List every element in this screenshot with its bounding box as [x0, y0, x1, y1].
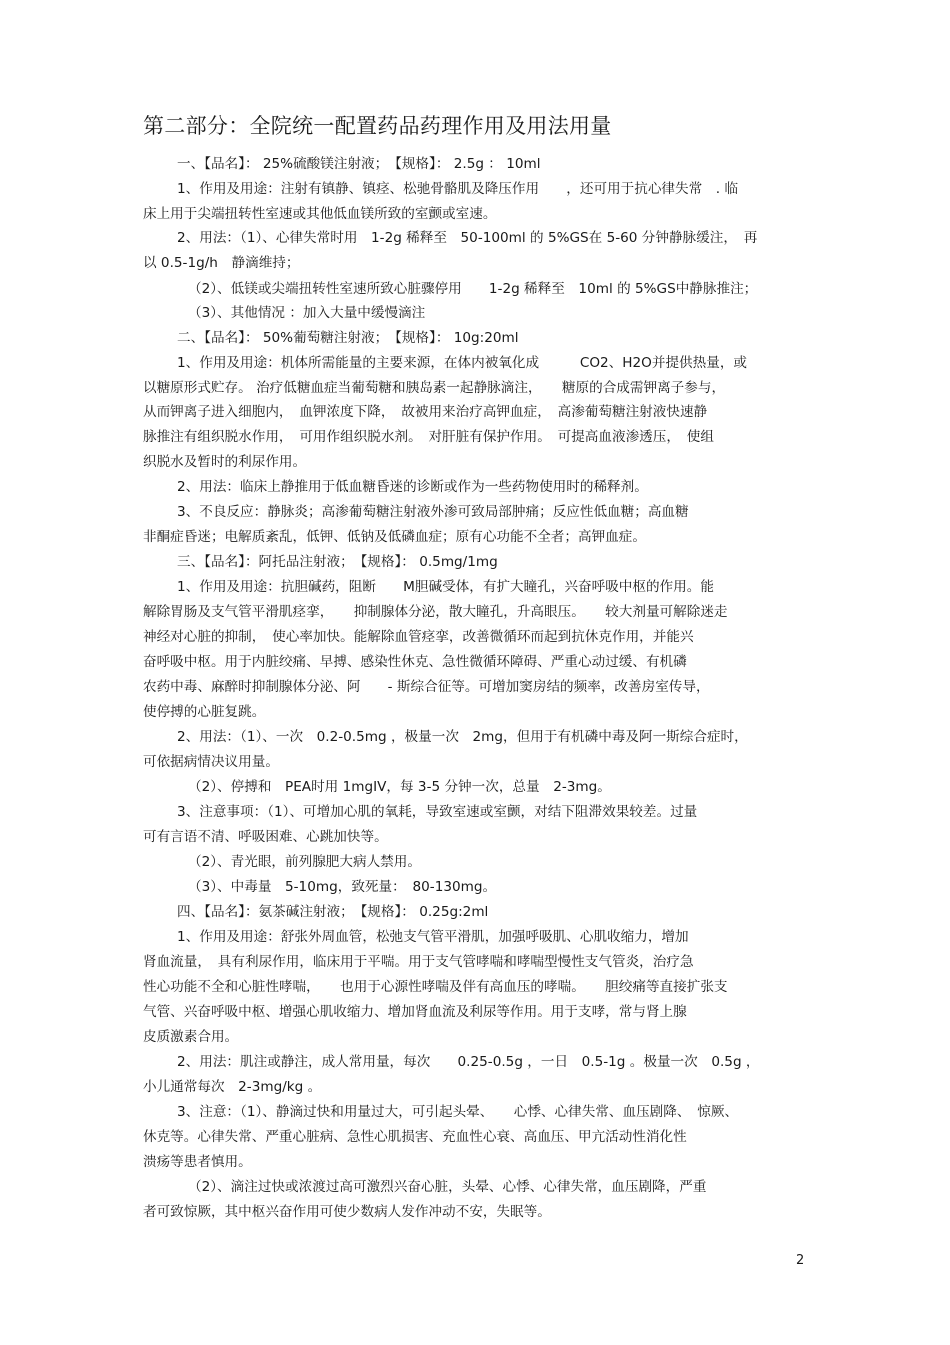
text-line: 以 0.5-1g/h 静滴维持；	[143, 255, 300, 271]
text-line: （2）、青光眼，前列腺肥大病人禁用。	[188, 854, 421, 870]
text-line: 性心功能不全和心脏性哮喘， 也用于心源性哮喘及伴有高血压的哮喘。 胆绞痛等直接扩张支	[143, 979, 728, 995]
text-line: （2）、停搏和 PEA时用 1mgIV，每 3-5 分钟一次，总量 2-3mg。	[188, 779, 611, 795]
text-line: （2）、低镁或尖端扭转性室速所致心脏骤停用 1-2g 稀释至 10ml 的 5%GS中静脉推注；	[188, 281, 758, 297]
text-line: 床上用于尖端扭转性室速或其他低血镁所致的室颤或室速。	[143, 206, 497, 222]
text-line: 者可致惊厥，其中枢兴奋作用可使少数病人发作冲动不安，失眠等。	[143, 1204, 551, 1220]
text-line: 可有言语不清、呼吸困难、心跳加快等。	[143, 829, 388, 845]
text-line: 溃疡等患者慎用。	[143, 1154, 252, 1170]
page-number: 2	[796, 1253, 805, 1268]
text-line: 1、作用及用途：机体所需能量的主要来源，在体内被氧化成 CO2、H2O并提供热量，或	[177, 355, 748, 371]
text-line: 奋呼吸中枢。用于内脏绞痛、早搏、感染性休克、急性微循环障碍、严重心动过缓、有机磷	[143, 654, 687, 670]
text-line: 非酮症昏迷；电解质紊乱，低钾、低钠及低磷血症；原有心功能不全者；高钾血症。	[143, 529, 646, 545]
text-line: （2）、滴注过快或浓渡过高可激烈兴奋心脏，头晕、心悸、心律失常，血压剧降，严重	[188, 1179, 707, 1195]
text-line: 2、用法：（1）、一次 0.2-0.5mg ，极量一次 2mg，但用于有机磷中毒及阿一斯综合症时，	[177, 729, 748, 745]
text-line: 可依据病情决议用量。	[143, 754, 279, 770]
text-line: 2、用法：临床上静推用于低血糖昏迷的诊断或作为一些药物使用时的稀释剂。	[177, 479, 648, 495]
document-title: 第二部分：全院统一配置药品药理作用及用法用量	[143, 114, 612, 138]
text-line: 气管、兴奋呼吸中枢、增强心肌收缩力、增加肾血流及利尿等作用。用于支哮，常与肾上腺	[143, 1004, 687, 1020]
text-line: （3）、中毒量 5-10mg，致死量： 80-130mg。	[188, 879, 497, 895]
text-line: 3、注意事项：（1）、可增加心肌的氧耗，导致室速或室颤，对结下阻滞效果较差。过量	[177, 804, 698, 820]
text-line: 三、【品名】：阿托品注射液； 【规格】： 0.5mg/1mg	[177, 554, 498, 570]
text-line: 二、【品名】： 50%葡萄糖注射液； 【规格】： 10g:20ml	[177, 330, 519, 346]
text-line: 2、用法：肌注或静注，成人常用量，每次 0.25-0.5g ，一日 0.5-1g 。极量一次 0.5g ，	[177, 1054, 760, 1070]
text-line: 使停搏的心脏复跳。	[143, 704, 266, 720]
text-line: 小儿通常每次 2-3mg/kg 。	[143, 1079, 322, 1095]
text-line: 1、作用及用途：注射有镇静、镇痉、松驰骨骼肌及降压作用 ，还可用于抗心律失常 . 临	[177, 181, 739, 197]
text-line: 2、用法：（1）、心律失常时用 1-2g 稀释至 50-100ml 的 5%GS在 5-60 分钟静脉缓注， 再	[177, 230, 758, 246]
text-line: 3、注意：（1）、静滴过快和用量过大，可引起头晕、 心悸、心律失常、血压剧降、 惊厥、	[177, 1104, 739, 1120]
text-line: 1、作用及用途：抗胆碱药，阻断 M胆碱受体，有扩大瞳孔，兴奋呼吸中枢的作用。能	[177, 579, 714, 595]
text-line: 四、【品名】：氨茶碱注射液； 【规格】： 0.25g:2ml	[177, 904, 489, 920]
text-line: 解除胃肠及支气管平滑肌痉挛， 抑制腺体分泌，散大瞳孔，升高眼压。 较大剂量可解除迷走	[143, 604, 728, 620]
text-line: 神经对心脏的抑制， 使心率加快。能解除血管痉挛，改善微循环而起到抗休克作用，并能兴	[143, 629, 694, 645]
text-line: 脉推注有组织脱水作用， 可用作组织脱水剂。 对肝脏有保护作用。 可提高血液渗透压， 使组	[143, 429, 714, 445]
text-line: 肾血流量， 具有利尿作用，临床用于平喘。用于支气管哮喘和哮喘型慢性支气管炎，治疗急	[143, 954, 694, 970]
text-line: （3）、其他情况 ：加入大量中缓慢滴注	[188, 305, 426, 321]
text-line: 皮质激素合用。	[143, 1029, 239, 1045]
text-line: 以糖原形式贮存。 治疗低糖血症当葡萄糖和胰岛素一起静脉滴注， 糖原的合成需钾离子参与，	[143, 380, 726, 396]
text-line: 从而钾离子进入细胞内， 血钾浓度下降， 故被用来治疗高钾血症， 高渗葡萄糖注射液快速静	[143, 404, 708, 420]
text-line: 农药中毒、麻醉时抑制腺体分泌、阿 - 斯综合征等。可增加窦房结的频率，改善房室传导，	[143, 679, 710, 695]
text-line: 织脱水及暂时的利尿作用。	[143, 454, 307, 470]
text-line: 3、不良反应：静脉炎；高渗葡萄糖注射液外渗可致局部肿痛；反应性低血糖；高血糖	[177, 504, 689, 520]
text-line: 休克等。心律失常、严重心脏病、急性心肌损害、充血性心衰、高血压、甲亢活动性消化性	[143, 1129, 687, 1145]
text-line: 1、作用及用途：舒张外周血管，松弛支气管平滑肌，加强呼吸肌、心肌收缩力，增加	[177, 929, 689, 945]
text-line: 一、【品名】： 25%硫酸镁注射液； 【规格】： 2.5g ： 10ml	[177, 156, 541, 172]
